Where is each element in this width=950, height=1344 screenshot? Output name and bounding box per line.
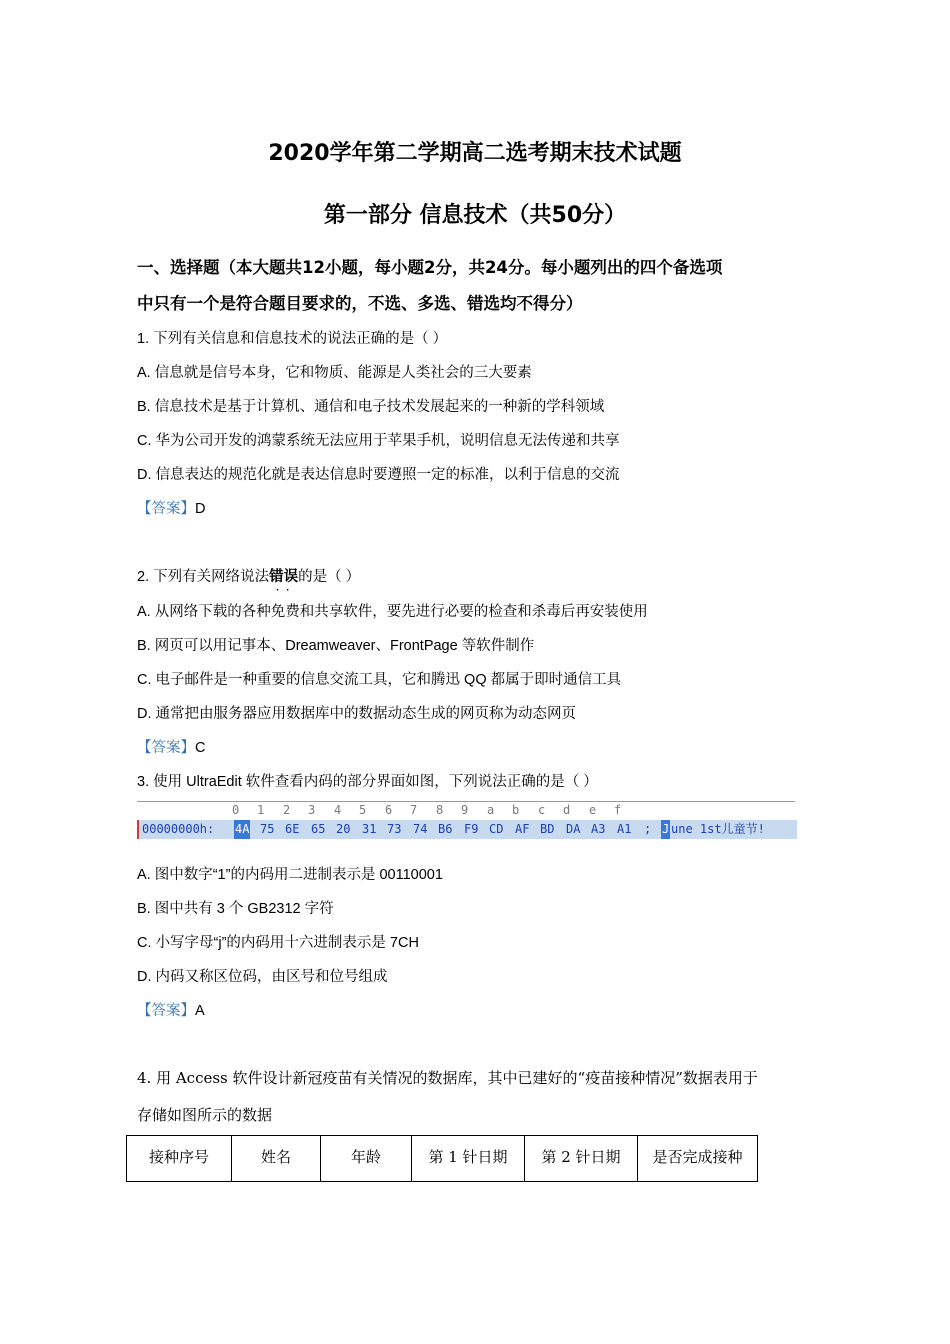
hex-col-label: c [538,803,546,817]
hex-col-label: 7 [410,803,418,817]
q1-option-d: D. 信息表达的规范化就是表达信息时要遵照一定的标准，以利于信息的交流 [137,467,620,483]
hex-byte: DA [566,822,581,836]
hex-byte: 20 [336,822,351,836]
hex-byte: 73 [387,822,402,836]
q2-option-c: C. 电子邮件是一种重要的信息交流工具，它和腾迅 QQ 都属于即时通信工具 [137,672,622,688]
q2-stem [137,565,360,586]
hex-col-label: e [589,803,597,817]
table-header-cell: 年龄 [321,1136,412,1182]
hex-col-label: 2 [283,803,291,817]
hex-text: une 1st儿童节! [671,822,765,836]
hex-col-label: a [487,803,495,817]
hex-col-label: 8 [436,803,444,817]
q2-stem-tail: 的是（ ） [298,569,361,585]
section-heading-line-2: 中只有一个是符合题目要求的，不选、多选、错选均不得分） [137,294,583,313]
answer-label: 【答案】 [137,1003,195,1019]
section-heading-line-1: 一、选择题（本大题共12小题，每小题2分，共24分。每小题列出的四个备选项 [137,258,723,277]
hex-byte: 31 [362,822,377,836]
hex-byte: A3 [591,822,606,836]
q1-option-a: A. 信息就是信号本身，它和物质、能源是人类社会的三大要素 [137,365,532,381]
q3-answer [137,999,205,1020]
table-header-cell: 接种序号 [127,1136,232,1182]
answer-label: 【答案】 [137,740,195,756]
answer-value: D [195,501,206,517]
hex-byte-selected: 4A [234,820,250,839]
hex-col-label: 6 [385,803,393,817]
q1-option-b: B. 信息技术是基于计算机、通信和电子技术发展起来的一种新的学科领域 [137,399,605,415]
hex-data-row [137,820,797,839]
hex-byte: 6E [285,822,300,836]
q2-answer [137,736,205,757]
hex-byte: AF [515,822,530,836]
q3-stem: 3. 使用 UltraEdit 软件查看内码的部分界面如图，下列说法正确的是（ ） [137,774,598,790]
q3-option-b: B. 图中共有 3 个 GB2312 字符 [137,901,334,917]
hex-byte: 65 [311,822,326,836]
table-header-cell: 是否完成接种 [638,1136,758,1182]
answer-label: 【答案】 [137,501,195,517]
hex-address: 00000000h: [142,822,215,836]
hex-col-label: 4 [334,803,342,817]
hex-byte: 74 [413,822,428,836]
q1-stem: 1. 下列有关信息和信息技术的说法正确的是（ ） [137,331,448,347]
q2-emphasis-word: 错误 · · [269,569,298,585]
hex-text-selected: J [661,820,670,839]
answer-value: A [195,1003,205,1019]
hex-separator: ; [644,822,652,836]
hex-col-label: 3 [308,803,316,817]
answer-value: C [195,740,206,756]
table-header-cell: 第 1 针日期 [412,1136,525,1182]
hex-byte: F9 [464,822,479,836]
q3-option-d: D. 内码又称区位码，由区号和位号组成 [137,969,388,985]
q1-option-c: C. 华为公司开发的鸿蒙系统无法应用于苹果手机，说明信息无法传递和共享 [137,433,620,449]
q3-option-a: A. 图中数字“1”的内码用二进制表示是 00110001 [137,867,443,883]
table-header-row [127,1136,758,1182]
hex-byte: CD [489,822,504,836]
q2-option-a: A. 从网络下载的各种免费和共享软件，要先进行必要的检查和杀毒后再安装使用 [137,604,648,620]
hex-col-label: 5 [359,803,367,817]
hex-col-label: d [563,803,571,817]
q2-option-b: B. 网页可以用记事本、Dreamweaver、FrontPage 等软件制作 [137,638,535,654]
part-title: 第一部分 信息技术（共50分） [323,203,627,228]
hex-col-label: f [614,803,622,817]
hex-col-label: 9 [461,803,469,817]
table-header-cell: 第 2 针日期 [525,1136,638,1182]
q1-answer [137,497,205,518]
q4-stem-line-1: 4. 用 Access 软件设计新冠疫苗有关情况的数据库，其中已建好的“疫苗接种情况”数据表用于 [137,1069,758,1087]
document-title: 2020学年第二学期高二选考期末技术试题 [268,141,682,166]
hex-view-divider [137,801,795,802]
hex-col-label: 0 [232,803,240,817]
hex-byte: B6 [438,822,453,836]
hex-byte: A1 [617,822,632,836]
vaccination-table [126,1135,758,1182]
table-header-cell: 姓名 [232,1136,321,1182]
hex-byte: 75 [260,822,275,836]
hex-col-label: b [512,803,520,817]
q3-option-c: C. 小写字母“j”的内码用十六进制表示是 7CH [137,935,419,951]
q2-option-d: D. 通常把由服务器应用数据库中的数据动态生成的网页称为动态网页 [137,706,577,722]
q4-stem-line-2: 存储如图所示的数据 [137,1106,273,1124]
q2-stem-text: 2. 下列有关网络说法 [137,569,270,585]
hex-col-label: 1 [257,803,265,817]
hex-byte: BD [540,822,555,836]
